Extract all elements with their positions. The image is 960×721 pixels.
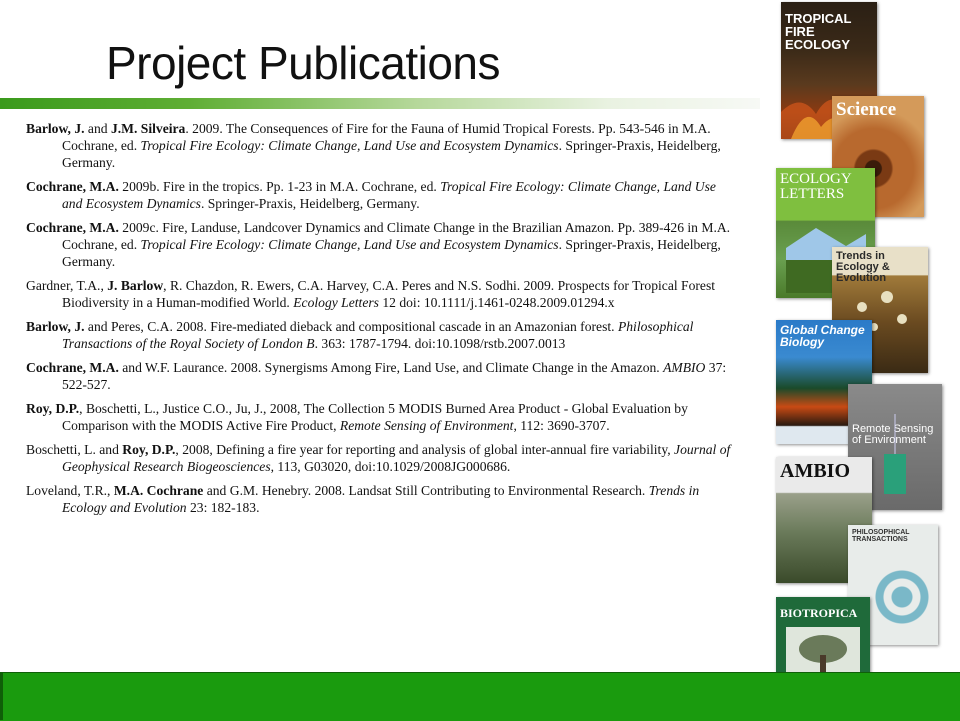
footer-edge	[0, 672, 3, 720]
reference-text: 2009b. Fire in the tropics. Pp. 1-23 in M.A. Cochrane, ed.	[118, 179, 441, 194]
publication-italic: Tropical Fire Ecology: Climate Change, Land Use and Ecosystem Dynamics	[140, 138, 559, 153]
reference-text: . 363: 1787-1794. doi:10.1098/rstb.2007.0013	[314, 336, 566, 351]
reference-list	[26, 120, 736, 523]
reference-text: 12 doi: 10.1111/j.1461-0248.2009.01294.x	[378, 295, 615, 310]
reference-text: Boschetti, L. and	[26, 442, 123, 457]
publication-italic: Trends in Ecology and Evolution	[62, 483, 700, 515]
reference-entry	[26, 178, 736, 212]
reference-text: , 2008, Defining a fire year for reporting and analysis of global inter-annual fire variability,	[175, 442, 675, 457]
reference-text: , 113, G03020, doi:10.1029/2008JG000686.	[270, 459, 511, 474]
reference-text: and W.F. Laurance. 2008. Synergisms Among Fire, Land Use, and Climate Change in the Amazon.	[118, 360, 664, 375]
reference-text: and	[84, 121, 111, 136]
cover-title: Trends in Ecology & Evolution	[836, 250, 890, 284]
reference-entry	[26, 277, 736, 311]
reference-entry	[26, 120, 736, 171]
author-bold: Barlow, J.	[26, 319, 85, 334]
reference-text: , R. Chazdon, R. Ewers, C.A. Harvey, C.A. Peres and N.S. Sodhi. 2009. Prospects for Tropical Forest Biodiversity in a Human-modified World.	[62, 278, 716, 310]
cover-title: ECOLOGY LETTERS	[780, 171, 852, 202]
title-underline-bar	[0, 98, 760, 109]
author-bold: Roy, D.P.	[122, 442, 176, 457]
reference-text: , Boschetti, L., Justice C.O., Ju, J., 2008, The Collection 5 MODIS Burned Area Product - Global Evaluation by Comparison with the MODIS Active Fire Product,	[62, 401, 688, 433]
publication-italic: Tropical Fire Ecology: Climate Change, Land Use and Ecosystem Dynamics	[62, 179, 716, 211]
publication-italic: Tropical Fire Ecology: Climate Change, Land Use and Ecosystem Dynamics	[140, 237, 559, 252]
reference-text: , 112: 3690-3707.	[513, 418, 610, 433]
reference-text: and Peres, C.A. 2008. Fire-mediated dieback and compositional cascade in an Amazonian forest.	[84, 319, 618, 334]
publication-italic: Journal of Geophysical Research Biogeosciences	[62, 442, 731, 474]
reference-entry	[26, 318, 736, 352]
author-bold: M.A. Cochrane	[113, 483, 204, 498]
reference-entry	[26, 219, 736, 270]
author-bold: J.M. Silveira	[110, 121, 186, 136]
slide-title: Project Publications	[106, 37, 500, 89]
author-bold: Cochrane, M.A.	[26, 360, 119, 375]
reference-entry	[26, 400, 736, 434]
author-bold: Cochrane, M.A.	[26, 220, 119, 235]
author-bold: Roy, D.P.	[26, 401, 80, 416]
reference-entry	[26, 482, 736, 516]
reference-entry	[26, 441, 736, 475]
reference-text: Gardner, T.A.,	[26, 278, 108, 293]
author-bold: Cochrane, M.A.	[26, 179, 119, 194]
publication-italic: Remote Sensing of Environment	[339, 418, 514, 433]
reference-entry	[26, 359, 736, 393]
cover-title: BIOTROPICA	[780, 606, 858, 620]
reference-text: 2009c. Fire, Landuse, Landcover Dynamics and Climate Change in the Brazilian Amazon. Pp. 389-426 in M.A. Cochrane, ed.	[62, 220, 731, 252]
cover-title: AMBIO	[780, 460, 850, 482]
reference-text: 23: 182-183.	[186, 500, 260, 515]
publication-italic: Ecology Letters	[293, 295, 379, 310]
publication-italic: Philosophical Transactions of the Royal Society of London B	[62, 319, 694, 351]
author-bold: Barlow, J.	[26, 121, 85, 136]
cover-title: TROPICAL FIRE ECOLOGY	[785, 11, 852, 52]
reference-text: . Springer-Praxis, Heidelberg, Germany.	[62, 237, 721, 269]
footer-bar	[0, 672, 960, 721]
reference-text: 37: 522-527.	[62, 360, 727, 392]
reference-text: . Springer-Praxis, Heidelberg, Germany.	[62, 138, 721, 170]
author-bold: J. Barlow	[107, 278, 164, 293]
reference-text: and G.M. Henebry. 2008. Landsat Still Contributing to Environmental Research.	[203, 483, 649, 498]
reference-text: Loveland, T.R.,	[26, 483, 114, 498]
reference-text: . Springer-Praxis, Heidelberg, Germany.	[200, 196, 420, 211]
cover-title: Science	[836, 99, 897, 120]
publication-italic: AMBIO	[663, 360, 706, 375]
cover-title: PHILOSOPHICAL TRANSACTIONS	[852, 529, 910, 543]
cover-title: Global Change Biology	[780, 323, 865, 349]
cover-title: Remote Sensing of Environment	[852, 423, 934, 446]
reference-text: . 2009. The Consequences of Fire for the Fauna of Humid Tropical Forests. Pp. 543-546 in M.A. Cochrane, ed.	[62, 121, 711, 153]
